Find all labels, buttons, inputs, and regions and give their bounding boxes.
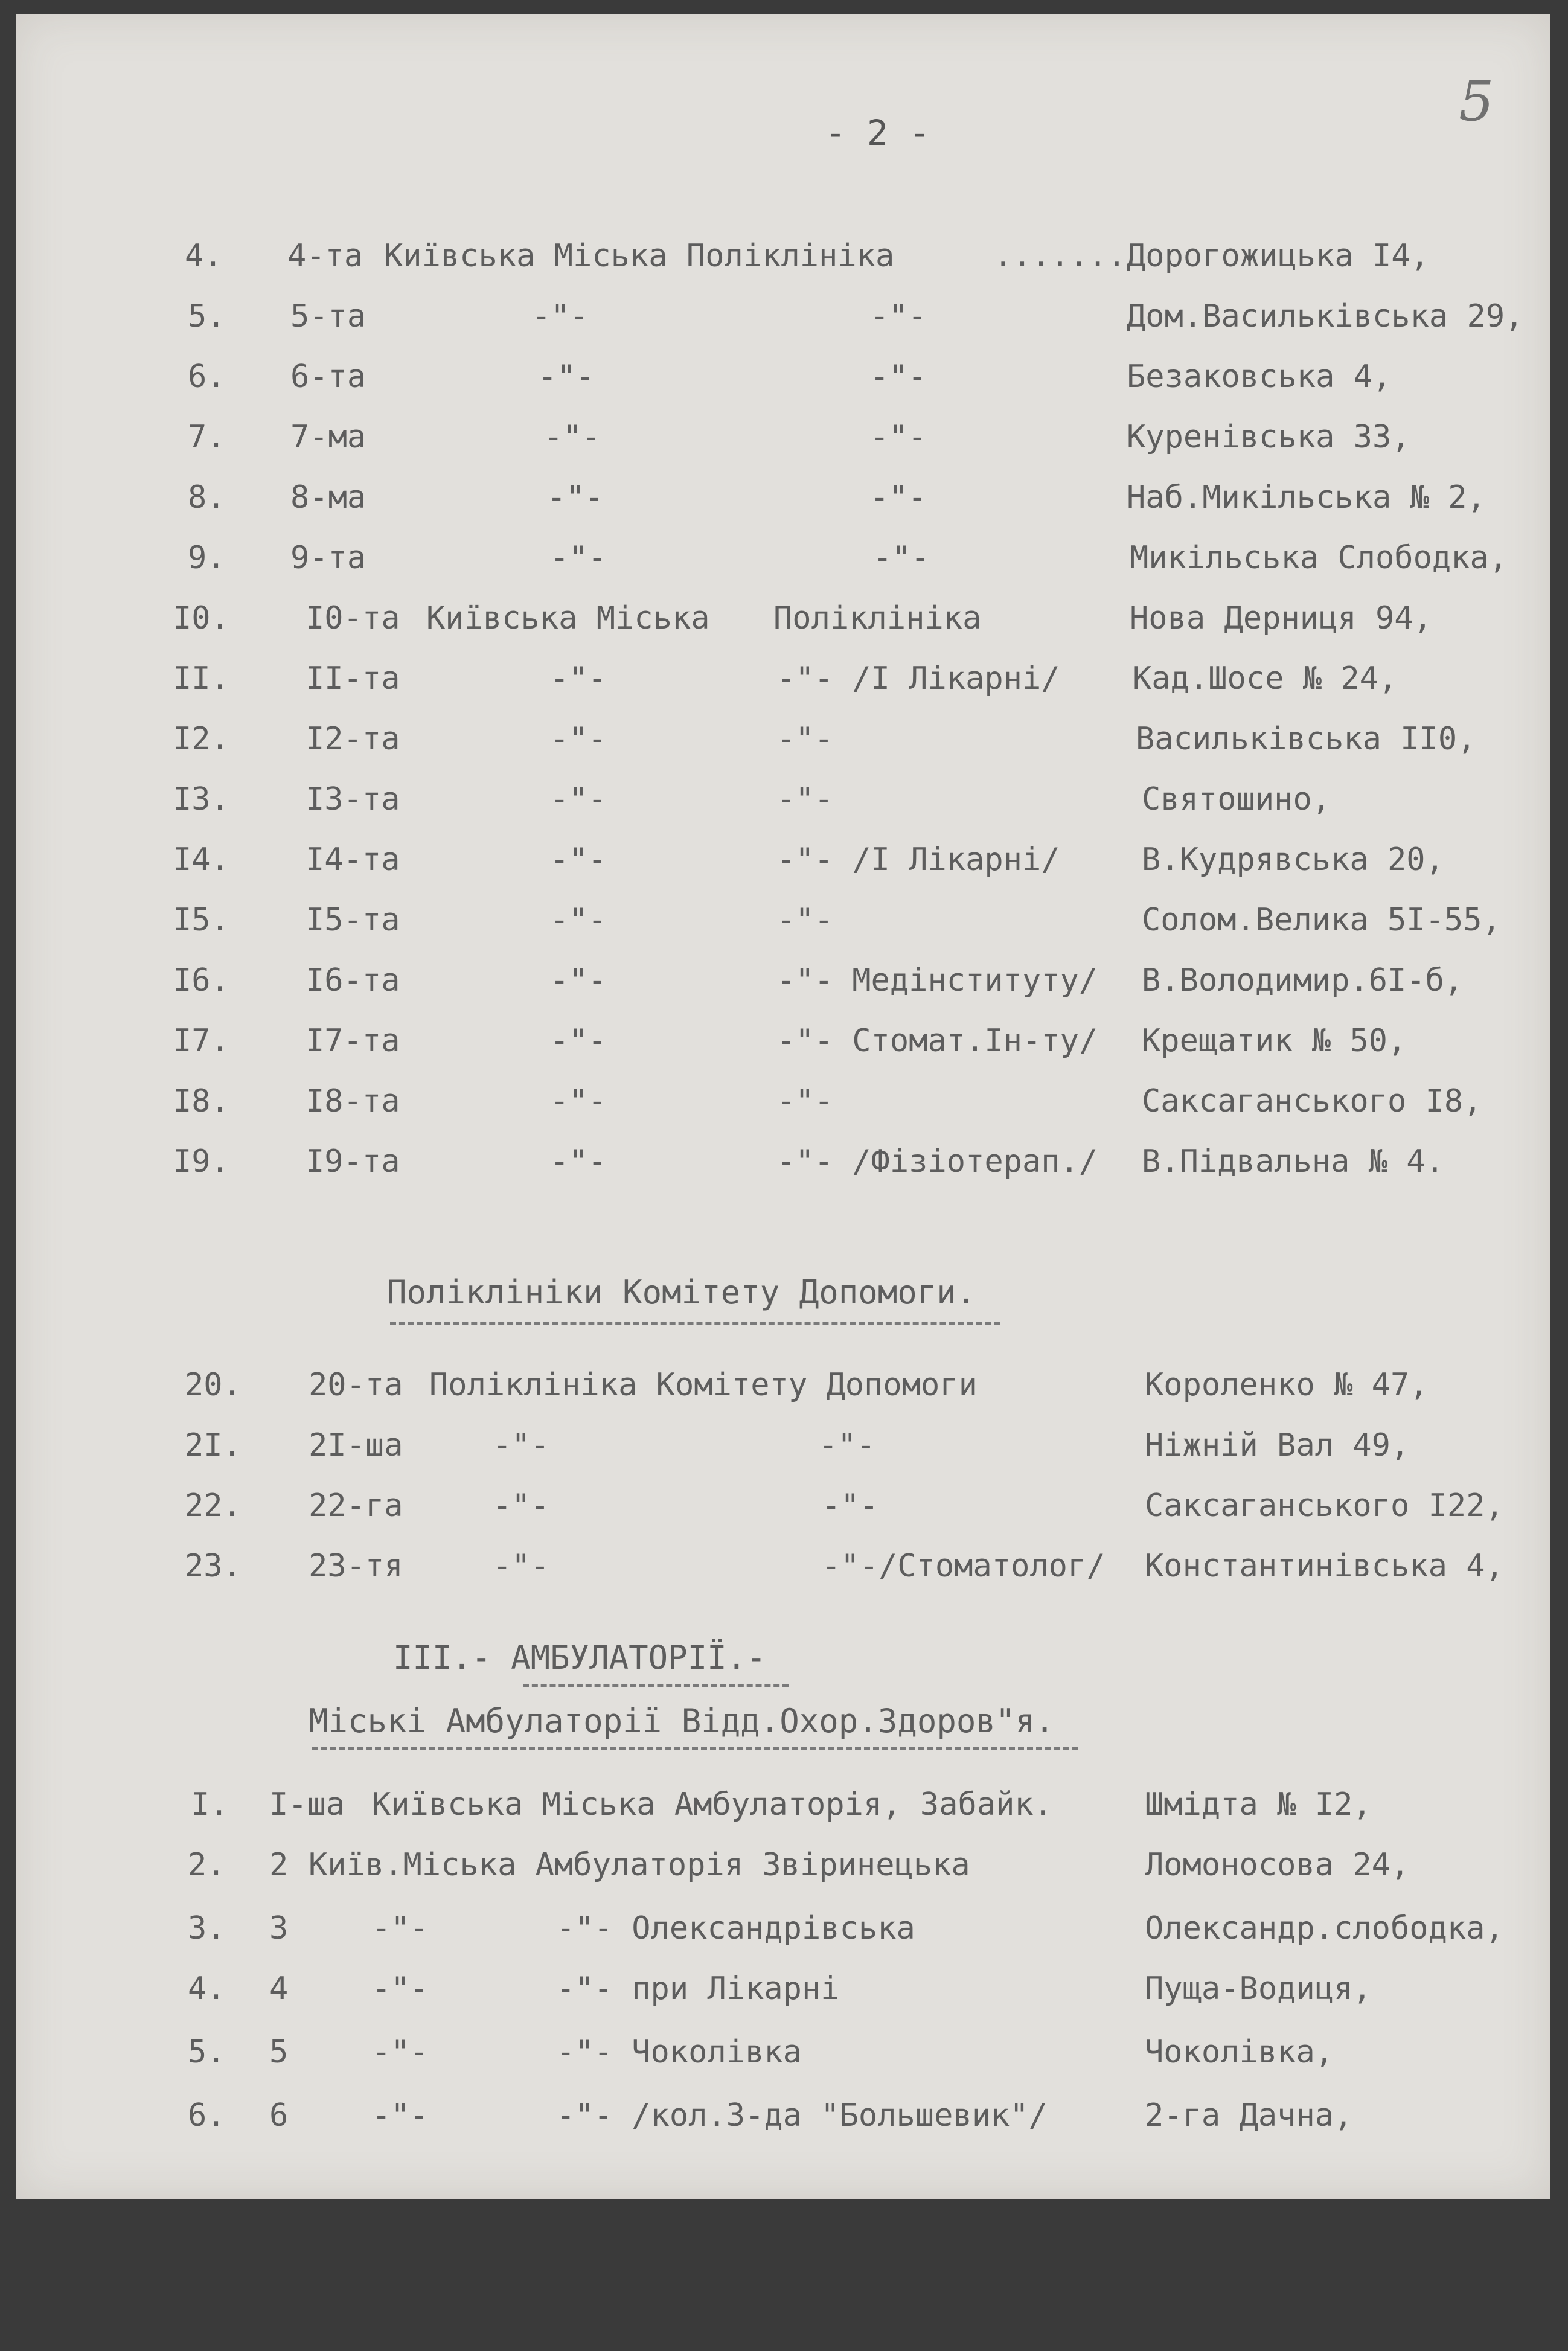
row-address: Дом.Васильківська 29, xyxy=(1127,298,1524,334)
row-address: Короленко № 47, xyxy=(1145,1367,1429,1403)
row-ordinal: 23-тя xyxy=(309,1548,403,1584)
row-name: -"- xyxy=(372,2034,429,2070)
page-number: - 2 - xyxy=(825,112,930,153)
row-number: І5. xyxy=(173,902,229,938)
list-row xyxy=(16,479,1550,528)
row-address: Саксаганського І8, xyxy=(1142,1083,1482,1119)
list-row xyxy=(16,298,1550,347)
row-ordinal: ІІ-та xyxy=(306,661,400,697)
row-ordinal: І5-та xyxy=(306,902,400,938)
row-number: 20. xyxy=(185,1367,242,1403)
row-address: Васильківська ІІ0, xyxy=(1136,721,1476,757)
list-row xyxy=(16,721,1550,769)
row-ordinal: 4-та xyxy=(287,238,363,274)
list-row xyxy=(16,238,1550,286)
row-name: Київська Міська Поліклініка xyxy=(384,238,895,274)
row-note: -"- Медінституту/ xyxy=(776,962,1098,999)
row-name: -"- xyxy=(544,419,601,455)
row-name: -"- xyxy=(550,540,607,576)
row-number: І2. xyxy=(173,721,229,757)
row-dots: ....... xyxy=(994,238,1127,274)
row-number: І0. xyxy=(173,600,229,636)
row-address: Нова Дерниця 94, xyxy=(1130,600,1432,636)
row-address: Шмідта № І2, xyxy=(1145,1786,1372,1823)
row-ordinal: 22-га xyxy=(309,1488,403,1524)
list-row xyxy=(16,1847,1550,1895)
section-subheading: Міські Амбулаторії Відд.Охор.Здоров"я. xyxy=(309,1702,1055,1740)
list-row xyxy=(16,2097,1550,2146)
row-ordinal: 9-та xyxy=(290,540,366,576)
row-ordinal: І3-та xyxy=(306,781,400,817)
document-page xyxy=(16,14,1550,2199)
row-name: -"- xyxy=(493,1488,549,1524)
list-row xyxy=(16,359,1550,407)
row-address: Олександр.слободка, xyxy=(1145,1910,1504,1946)
row-address: Пуща-Водиця, xyxy=(1145,1971,1372,2007)
row-name: -"- xyxy=(493,1548,549,1584)
row-note: -"- Чоколівка xyxy=(556,2034,802,2070)
list-row xyxy=(16,1427,1550,1476)
row-note: -"- Стомат.Ін-ту/ xyxy=(776,1023,1098,1059)
row-name: -"- xyxy=(372,2097,429,2134)
row-address: Чоколівка, xyxy=(1145,2034,1334,2070)
row-note: -"-/Стоматолог/ xyxy=(822,1548,1106,1584)
row-ordinal: 8-ма xyxy=(290,479,366,516)
row-ordinal: І7-та xyxy=(306,1023,400,1059)
row-note: -"- xyxy=(870,479,927,516)
row-number: І3. xyxy=(173,781,229,817)
list-row xyxy=(16,962,1550,1011)
row-note: -"- /І Лікарні/ xyxy=(776,842,1060,878)
list-row xyxy=(16,540,1550,588)
row-note: -"- xyxy=(776,902,833,938)
list-row xyxy=(16,1910,1550,1959)
list-row xyxy=(16,2034,1550,2082)
row-note: -"- xyxy=(870,419,927,455)
row-note: -"- Олександрівська xyxy=(556,1910,915,1946)
list-row xyxy=(16,600,1550,648)
row-note: -"- xyxy=(873,540,930,576)
row-number: 6. xyxy=(188,2097,226,2134)
row-name: -"- xyxy=(538,359,595,395)
row-name: -"- xyxy=(550,902,607,938)
row-note: -"- xyxy=(819,1427,875,1463)
row-ordinal: 7-ма xyxy=(290,419,366,455)
row-ordinal: 2 xyxy=(269,1847,289,1883)
row-ordinal: І8-та xyxy=(306,1083,400,1119)
list-row xyxy=(16,661,1550,709)
row-note: -"- xyxy=(870,298,927,334)
row-ordinal: І-ша xyxy=(269,1786,345,1823)
row-name: Київська Міська Амбулаторія, Забайк. xyxy=(372,1786,1053,1823)
row-address: В.Володимир.6І-б, xyxy=(1142,962,1464,999)
row-ordinal: 4 xyxy=(269,1971,289,2007)
row-name: Київська Міська xyxy=(426,600,710,636)
row-note: -"- xyxy=(776,781,833,817)
row-name: -"- xyxy=(550,721,607,757)
row-address: Солом.Велика 5І-55, xyxy=(1142,902,1501,938)
row-number: 23. xyxy=(185,1548,242,1584)
row-name: -"- xyxy=(372,1910,429,1946)
row-name: -"- xyxy=(547,479,604,516)
row-number: 6. xyxy=(188,359,226,395)
row-name: -"- xyxy=(493,1427,549,1463)
row-name: Київ.Міська Амбулаторія Звіринецька xyxy=(309,1847,970,1883)
row-number: 2І. xyxy=(185,1427,242,1463)
row-number: 7. xyxy=(188,419,226,455)
row-note: -"- xyxy=(776,1083,833,1119)
row-number: 5. xyxy=(188,2034,226,2070)
row-number: І6. xyxy=(173,962,229,999)
heading-underline xyxy=(523,1684,789,1687)
list-row xyxy=(16,902,1550,950)
row-number: 5. xyxy=(188,298,226,334)
row-name: Поліклініка Комітету Допомоги xyxy=(429,1367,978,1403)
row-ordinal: 5-та xyxy=(290,298,366,334)
list-row xyxy=(16,842,1550,890)
row-number: 8. xyxy=(188,479,226,516)
row-ordinal: І4-та xyxy=(306,842,400,878)
list-row xyxy=(16,1971,1550,2019)
list-row xyxy=(16,781,1550,830)
row-name: -"- xyxy=(532,298,589,334)
row-note: -"- xyxy=(822,1488,878,1524)
row-ordinal: 6-та xyxy=(290,359,366,395)
row-name: -"- xyxy=(550,1144,607,1180)
section-heading: Поліклініки Комітету Допомоги. xyxy=(387,1273,976,1311)
row-number: І8. xyxy=(173,1083,229,1119)
row-number: 9. xyxy=(188,540,226,576)
row-number: ІІ. xyxy=(173,661,229,697)
row-ordinal: І6-та xyxy=(306,962,400,999)
row-address: Ломоносова 24, xyxy=(1145,1847,1410,1883)
subheading-underline xyxy=(312,1747,1078,1750)
row-name: -"- xyxy=(550,1023,607,1059)
list-row xyxy=(16,1083,1550,1131)
row-address: Крещатик № 50, xyxy=(1142,1023,1407,1059)
list-row xyxy=(16,1023,1550,1071)
row-address: В.Підвальна № 4. xyxy=(1142,1144,1444,1180)
row-ordinal: 3 xyxy=(269,1910,289,1946)
row-ordinal: 5 xyxy=(269,2034,289,2070)
row-ordinal: 20-та xyxy=(309,1367,403,1403)
row-ordinal: І0-та xyxy=(306,600,400,636)
folio-number: 5 xyxy=(1459,69,1494,133)
row-number: І4. xyxy=(173,842,229,878)
list-row xyxy=(16,1548,1550,1596)
row-number: І. xyxy=(191,1786,229,1823)
row-note: -"- при Лікарні xyxy=(556,1971,840,2007)
row-name: -"- xyxy=(550,781,607,817)
row-address: Саксаганського І22, xyxy=(1145,1488,1504,1524)
row-address: В.Кудрявська 20, xyxy=(1142,842,1444,878)
row-number: 22. xyxy=(185,1488,242,1524)
row-address: Константинівська 4, xyxy=(1145,1548,1504,1584)
row-address: 2-га Дачна, xyxy=(1145,2097,1353,2134)
row-address: Кад.Шосе № 24, xyxy=(1133,661,1398,697)
row-name: -"- xyxy=(550,1083,607,1119)
row-number: 2. xyxy=(188,1847,226,1883)
heading-underline xyxy=(390,1322,1000,1325)
list-row xyxy=(16,419,1550,467)
row-ordinal: 2І-ша xyxy=(309,1427,403,1463)
row-ordinal: 6 xyxy=(269,2097,289,2134)
row-note: -"- xyxy=(776,721,833,757)
row-note: -"- xyxy=(870,359,927,395)
row-address: Дорогожицька І4, xyxy=(1127,238,1429,274)
row-note: -"- /Фізіотерап./ xyxy=(776,1144,1098,1180)
section-heading: ІІІ.- АМБУЛАТОРІЇ.- xyxy=(393,1639,766,1677)
row-number: І9. xyxy=(173,1144,229,1180)
row-note: Поліклініка xyxy=(773,600,982,636)
row-address: Безаковська 4, xyxy=(1127,359,1392,395)
list-row xyxy=(16,1367,1550,1415)
row-address: Куренівська 33, xyxy=(1127,419,1410,455)
row-number: 3. xyxy=(188,1910,226,1946)
list-row xyxy=(16,1786,1550,1835)
row-address: Святошино, xyxy=(1142,781,1331,817)
row-name: -"- xyxy=(372,1971,429,2007)
row-note: -"- /І Лікарні/ xyxy=(776,661,1060,697)
row-address: Ніжній Вал 49, xyxy=(1145,1427,1410,1463)
row-address: Наб.Микільська № 2, xyxy=(1127,479,1486,516)
list-row xyxy=(16,1144,1550,1192)
list-row xyxy=(16,1488,1550,1536)
row-number: 4. xyxy=(185,238,223,274)
row-name: -"- xyxy=(550,661,607,697)
row-ordinal: І9-та xyxy=(306,1144,400,1180)
row-number: 4. xyxy=(188,1971,226,2007)
row-note: -"- /кол.З-да "Большевик"/ xyxy=(556,2097,1048,2134)
row-number: І7. xyxy=(173,1023,229,1059)
row-name: -"- xyxy=(550,842,607,878)
row-address: Микільська Слободка, xyxy=(1130,540,1508,576)
row-name: -"- xyxy=(550,962,607,999)
row-ordinal: І2-та xyxy=(306,721,400,757)
